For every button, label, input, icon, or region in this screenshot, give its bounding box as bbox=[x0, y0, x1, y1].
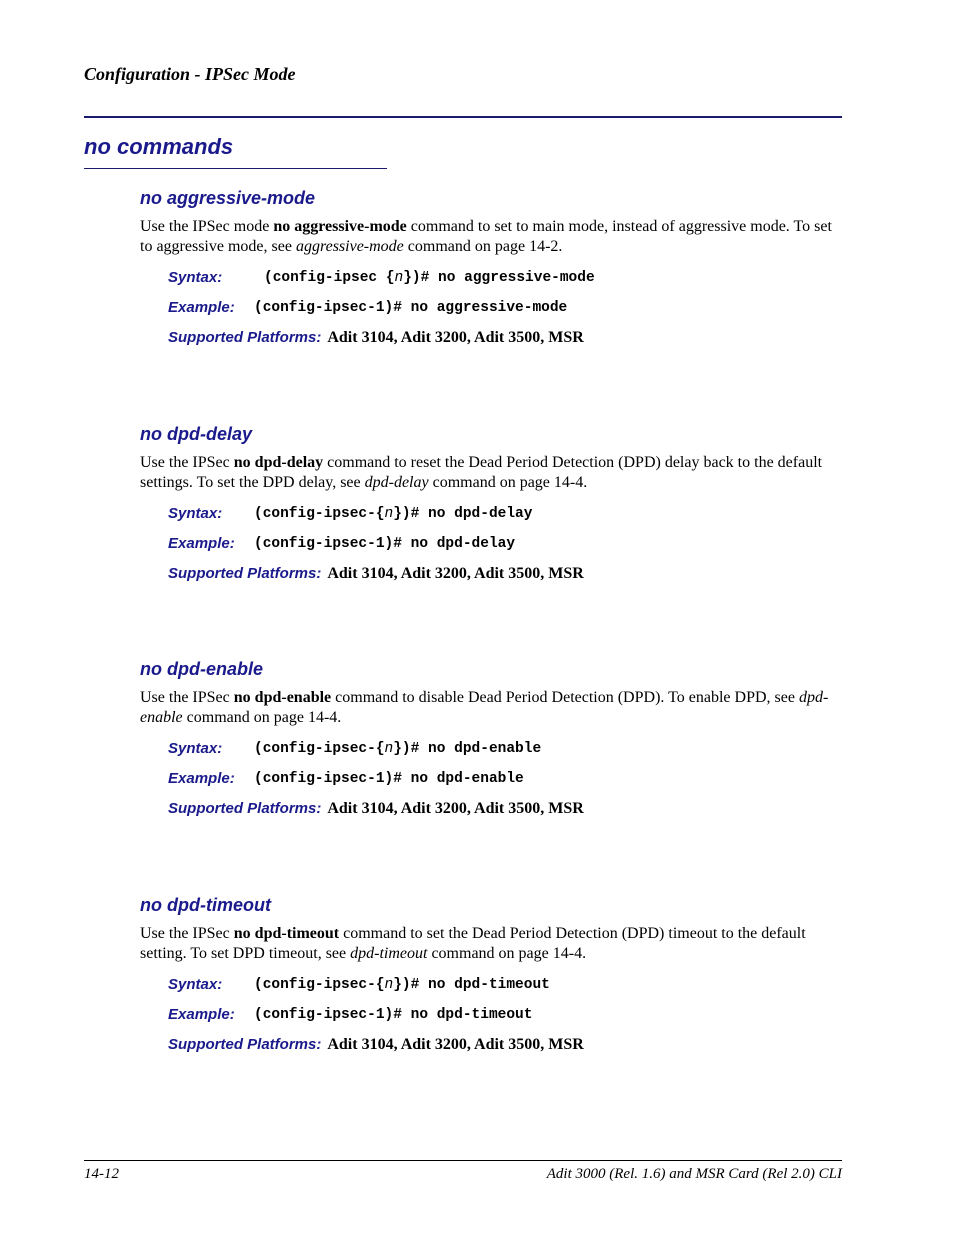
platforms-value: Adit 3104, Adit 3200, Adit 3500, MSR bbox=[327, 565, 584, 582]
syntax-label: Syntax: bbox=[168, 976, 223, 993]
footer-rule bbox=[84, 1160, 842, 1161]
command-description: Use the IPSec mode no aggressive-mode command to set to main mode, instead of aggressive mode. To set to aggressive mode, see aggressive-mode command on page 14-2. bbox=[140, 218, 832, 255]
command-block-dpd-timeout bbox=[140, 894, 850, 1060]
syntax-code: (config-ipsec-{n})# no dpd-timeout bbox=[254, 977, 550, 993]
command-title: no aggressive-mode bbox=[140, 188, 316, 208]
platforms-value: Adit 3104, Adit 3200, Adit 3500, MSR bbox=[327, 1036, 584, 1053]
example-code: (config-ipsec-1)# no dpd-enable bbox=[254, 771, 524, 787]
command-title: no dpd-delay bbox=[140, 424, 252, 444]
command-block-dpd-enable bbox=[140, 658, 850, 824]
platforms-value: Adit 3104, Adit 3200, Adit 3500, MSR bbox=[327, 800, 584, 817]
example-label: Example: bbox=[168, 535, 235, 552]
platforms-label: Supported Platforms: bbox=[168, 565, 322, 582]
example-label: Example: bbox=[168, 299, 235, 316]
syntax-label: Syntax: bbox=[168, 269, 223, 286]
example-label: Example: bbox=[168, 770, 235, 787]
syntax-label: Syntax: bbox=[168, 505, 223, 522]
command-block-aggressive-mode bbox=[140, 187, 850, 353]
platforms-value: Adit 3104, Adit 3200, Adit 3500, MSR bbox=[327, 329, 584, 346]
syntax-code: (config-ipsec-{n})# no dpd-delay bbox=[254, 506, 533, 522]
command-description: Use the IPSec no dpd-enable command to disable Dead Period Detection (DPD). To enable DPD, see dpd-enable command on page 14-4. bbox=[140, 689, 829, 726]
syntax-label: Syntax: bbox=[168, 740, 223, 757]
syntax-code: (config-ipsec-{n})# no dpd-enable bbox=[254, 741, 542, 757]
command-title: no dpd-timeout bbox=[140, 895, 271, 915]
syntax-code: (config-ipsec {n})# no aggressive-mode bbox=[264, 270, 595, 286]
example-row bbox=[168, 293, 850, 323]
platforms-row bbox=[168, 559, 850, 589]
section-rule bbox=[84, 168, 387, 169]
platforms-row bbox=[168, 794, 850, 824]
cross-reference: aggressive-mode bbox=[295, 238, 404, 255]
syntax-row bbox=[168, 263, 850, 293]
cross-reference: dpd-enable bbox=[140, 689, 829, 726]
platforms-row bbox=[168, 323, 850, 353]
syntax-row bbox=[168, 499, 850, 529]
example-label: Example: bbox=[168, 1006, 235, 1023]
platforms-label: Supported Platforms: bbox=[168, 1036, 322, 1053]
page-number: 14-12 bbox=[84, 1166, 119, 1182]
cross-reference: dpd-timeout bbox=[350, 945, 428, 962]
platforms-label: Supported Platforms: bbox=[168, 800, 322, 817]
running-head: Configuration - IPSec Mode bbox=[84, 64, 296, 84]
command-description: Use the IPSec no dpd-timeout command to set the Dead Period Detection (DPD) timeout to the default setting. To set DPD timeout, see dpd-timeout command on page 14-4. bbox=[140, 925, 806, 962]
document-title: Adit 3000 (Rel. 1.6) and MSR Card (Rel 2.0) CLI bbox=[546, 1166, 842, 1182]
platforms-row bbox=[168, 1030, 850, 1060]
command-description: Use the IPSec no dpd-delay command to reset the Dead Period Detection (DPD) delay back to the default settings. To set the DPD delay, see dpd-delay command on page 14-4. bbox=[140, 454, 823, 491]
example-code: (config-ipsec-1)# no aggressive-mode bbox=[254, 300, 568, 316]
example-code: (config-ipsec-1)# no dpd-delay bbox=[254, 536, 516, 552]
example-row bbox=[168, 1000, 850, 1030]
platforms-label: Supported Platforms: bbox=[168, 329, 322, 346]
syntax-row bbox=[168, 734, 850, 764]
header-rule bbox=[84, 116, 842, 118]
command-block-dpd-delay bbox=[140, 423, 850, 589]
cross-reference: dpd-delay bbox=[364, 474, 429, 491]
command-title: no dpd-enable bbox=[140, 659, 263, 679]
section-title: no commands bbox=[84, 134, 234, 159]
example-row bbox=[168, 764, 850, 794]
example-row bbox=[168, 529, 850, 559]
syntax-row bbox=[168, 970, 850, 1000]
example-code: (config-ipsec-1)# no dpd-timeout bbox=[254, 1007, 533, 1023]
